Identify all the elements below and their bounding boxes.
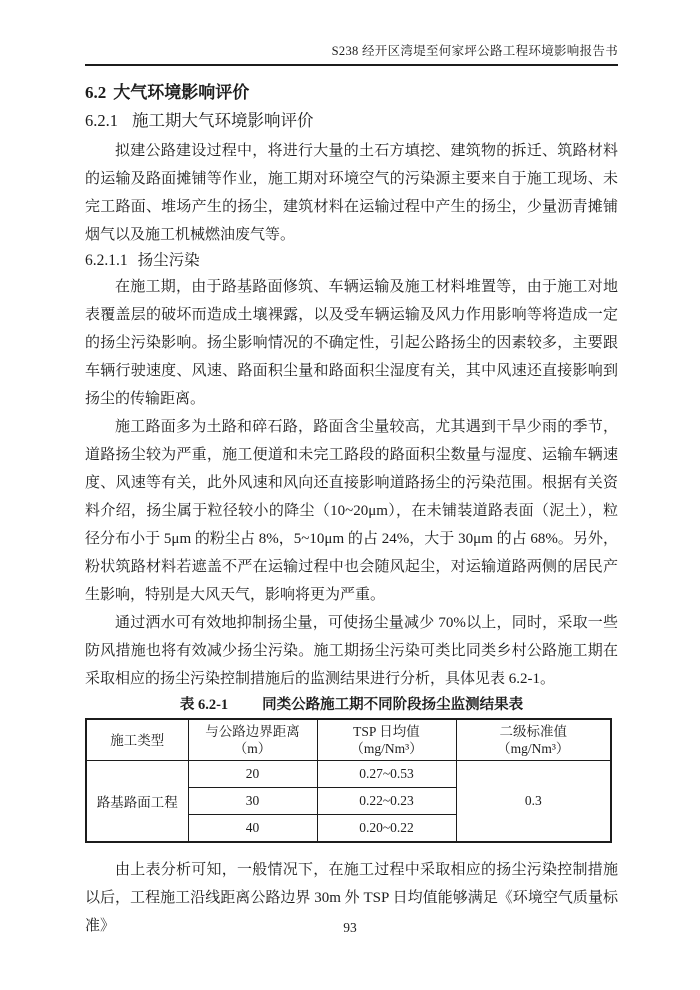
distance-cell: 30 <box>188 788 317 815</box>
page-number: 93 <box>343 920 357 935</box>
header-distance <box>188 719 317 761</box>
table-row <box>86 761 611 788</box>
header-distance-line1: 与公路边界距离 <box>205 724 300 739</box>
table-header-row <box>86 719 611 761</box>
subsection-number: 6.2.1 <box>85 111 118 130</box>
table-caption <box>85 696 618 715</box>
row-group-cell: 路基路面工程 <box>86 761 188 843</box>
header-rule <box>85 64 618 66</box>
paragraph-water-spray-control: 通过洒水可有效地抑制扬尘量，可使扬尘量减少 70%以上，同时，采取一些防风措施也将有效减少扬尘污染。施工期扬尘污染可类比同类乡村公路施工期在采取相应的扬尘污染控制措施后的监测结果进行分析，具体见表 6.2-1。 <box>85 615 618 687</box>
tsp-value-cell: 0.20~0.22 <box>317 815 456 843</box>
standard-value-cell: 0.3 <box>456 761 611 843</box>
header-distance-line2: （m） <box>233 741 272 756</box>
tsp-value-cell: 0.27~0.53 <box>317 761 456 788</box>
header-tsp-line2: （mg/Nm³） <box>350 741 423 756</box>
page-content <box>85 0 618 940</box>
section-heading-6-2 <box>85 82 618 104</box>
table-caption-label: 表 6.2-1 <box>179 697 229 713</box>
running-header <box>85 0 618 59</box>
header-tsp <box>317 719 456 761</box>
tsp-value-cell: 0.22~0.23 <box>317 788 456 815</box>
subsubsection-title: 扬尘污染 <box>137 252 200 269</box>
subsubsection-number: 6.2.1.1 <box>85 252 128 269</box>
section-title: 大气环境影响评价 <box>113 83 250 102</box>
distance-cell: 40 <box>188 815 317 843</box>
subsection-heading-6-2-1 <box>85 110 618 132</box>
header-standard <box>456 719 611 761</box>
dust-monitoring-table <box>85 718 612 843</box>
distance-cell: 20 <box>188 761 317 788</box>
table-caption-title: 同类公路施工期不同阶段扬尘监测结果表 <box>262 697 524 713</box>
paragraph-conclusion: 由上表分析可知，一般情况下，在施工过程中采取相应的扬尘污染控制措施以后，工程施工沿线距离公路边界 30m 外 TSP 日均值能够满足《环境空气质量标准》 <box>85 862 618 934</box>
paragraph-dust-causes: 在施工期，由于路基路面修筑、车辆运输及施工材料堆置等，由于施工对地表覆盖层的破坏而造成土壤裸露，以及受车辆运输及风力作用影响等将造成一定的扬尘污染影响。扬尘影响情况的不确定性，引起公路扬尘的因素较多，主要跟车辆行驶速度、风速、路面积尘量和路面积尘湿度有关，其中风速还直接影响到扬尘的传输距离。 <box>85 279 618 407</box>
subsubsection-heading-6-2-1-1 <box>85 249 618 273</box>
header-standard-line1: 二级标准值 <box>499 724 567 739</box>
section-number: 6.2 <box>85 83 107 102</box>
running-header-title: S238 经开区湾堤至何家坪公路工程环境影响报告书 <box>331 44 618 58</box>
header-construction-type: 施工类型 <box>86 719 188 761</box>
header-tsp-line1: TSP 日均值 <box>353 724 420 739</box>
paragraph-construction-sources: 拟建公路建设过程中，将进行大量的土石方填挖、建筑物的拆迁、筑路材料的运输及路面摊铺等作业，施工期对环境空气的污染源主要来自于施工现场、未完工路面、堆场产生的扬尘，建筑材料在运输过程中产生的扬尘，少量沥青摊铺烟气以及施工机械燃油废气等。 <box>85 143 618 243</box>
subsection-title: 施工期大气环境影响评价 <box>132 111 314 130</box>
header-standard-line2: （mg/Nm³） <box>497 741 570 756</box>
paragraph-road-surface-dust: 施工路面多为土路和碎石路，路面含尘量较高，尤其遇到干旱少雨的季节，道路扬尘较为严重，施工便道和未完工路段的路面积尘数量与湿度、运输车辆速度、风速等有关，此外风速和风向还直接影响道路扬尘的污染范围。根据有关资料介绍，扬尘属于粒径较小的降尘（10~20μm），在未铺装道路表面（泥土），粒径分布小于 5μm 的粉尘占 8%，5~10μm 的占 24%，大于 30μm 的占 68%。另外，粉状筑路材料若遮盖不严在运输过程中也会随风起尘，对运输道路两侧的居民产生影响，特别是大风天气，影响将更为严重。 <box>85 419 618 603</box>
